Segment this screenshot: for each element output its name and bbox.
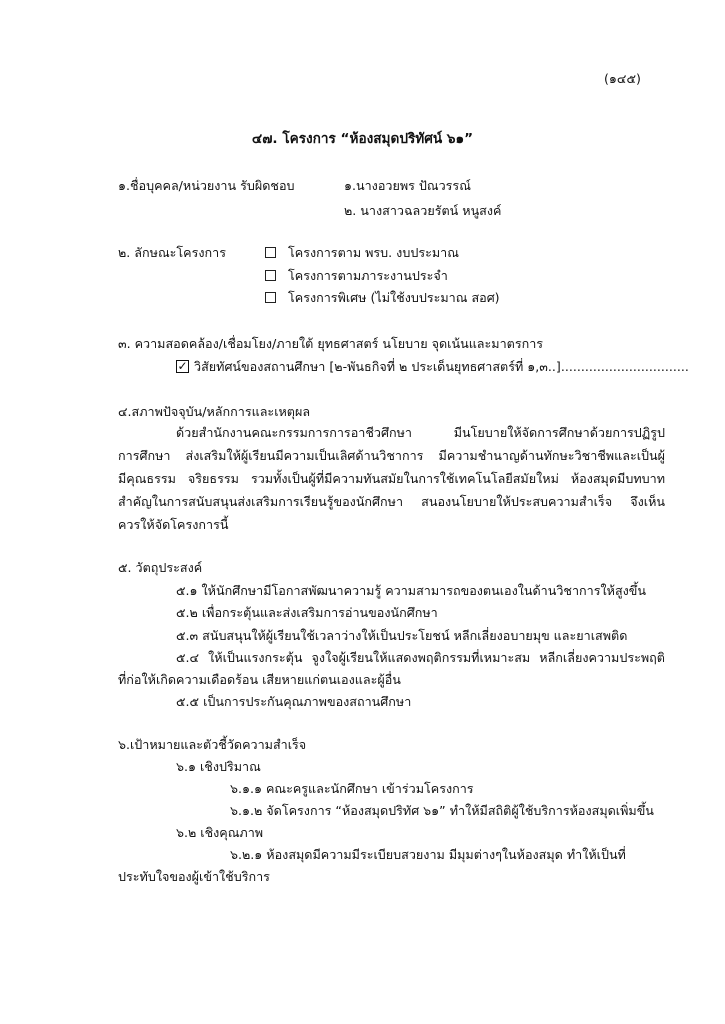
page-title: ๔๗. โครงการ “ห้องสมุดปริทัศน์ ๖๑” [251, 131, 474, 147]
objective-4-line-1: ๕.๔ ให้เป็นแรงกระตุ้น จูงใจผู้เรียนให้แสดงพฤติกรรมที่เหมาะสม หลีกเลี่ยงความประพฤติ [176, 650, 665, 665]
objective-2: ๕.๒ เพื่อกระตุ้นและส่งเสริมการอ่านของนักศึกษา [176, 605, 438, 620]
option-routine: โครงการตามภาระงานประจำ [288, 268, 448, 283]
checkbox-routine[interactable] [265, 270, 276, 281]
rationale-line-2: การศึกษา ส่งเสริมให้ผู้เรียนมีความเป็นเลิศด้านวิชาการ มีความชำนาญด้านทักษะวิชาชีพและเป็นผู้ [118, 448, 665, 463]
alignment-label: ๓. ความสอดคล้อง/เชื่อมโยง/ภายใต้ ยุทธศาสตร์ นโยบาย จุดเน้นและมาตรการ [118, 336, 544, 351]
project-type-label: ๒. ลักษณะโครงการ [118, 245, 226, 260]
option-special: โครงการพิเศษ (ไม่ใช้งบประมาณ สอศ) [288, 290, 500, 305]
rationale-line-1: ด้วยสำนักงานคณะกรรมการการอาชีวศึกษา มีนโยบายให้จัดการศึกษาด้วยการปฏิรูป [176, 425, 665, 440]
quality-goal-1-line-1: ๖.๒.๑ ห้องสมุดมีความมีระเบียบสวยงาม มีมุมต่างๆในห้องสมุด ทำให้เป็นที่ [230, 847, 626, 862]
quantity-label: ๖.๑ เชิงปริมาณ [176, 759, 261, 774]
responsible-label: ๑.ชื่อบุคคล/หน่วยงาน รับผิดชอบ [118, 178, 295, 193]
rationale-line-3: มีคุณธรรม จริยธรรม รวมทั้งเป็นผู้ที่มีความทันสมัยในการใช้เทคโนโลยีสมัยใหม่ ห้องสมุดมีบทบาท [118, 471, 665, 486]
rationale-line-4: สำคัญในการสนับสนุนส่งเสริมการเรียนรู้ของนักศึกษา สนองนโยบายให้ประสบความสำเร็จ จึงเห็น [118, 494, 665, 509]
checkbox-special[interactable] [265, 292, 276, 303]
objective-5: ๕.๕ เป็นการประกันคุณภาพของสถานศึกษา [176, 694, 412, 709]
goals-label: ๖.เป้าหมายและตัวชี้วัดความสำเร็จ [118, 737, 307, 752]
quantity-goal-2: ๖.๑.๒ จัดโครงการ “ห้องสมุดปริทัศ ๖๑” ทำให้มีสถิติผู้ใช้บริการห้องสมุดเพิ่มขึ้น [230, 803, 654, 818]
checkbox-vision-checked[interactable]: ✓ [177, 359, 188, 373]
quantity-goal-1: ๖.๑.๑ คณะครูและนักศึกษา เข้าร่วมโครงการ [230, 781, 474, 796]
responsible-person-2: ๒. นางสาวฉลวยรัตน์ หนูสงค์ [344, 203, 502, 218]
rationale-label: ๔.สภาพปัจจุบัน/หลักการและเหตุผล [118, 404, 311, 419]
objective-1: ๕.๑ ให้นักศึกษามีโอกาสพัฒนาความรู้ ความสามารถของตนเองในด้านวิชาการให้สูงขึ้น [176, 583, 647, 598]
rationale-line-5: ควรให้จัดโครงการนี้ [118, 517, 229, 532]
quality-goal-1-line-2: ประทับใจของผู้เข้าใช้บริการ [118, 869, 270, 884]
responsible-person-1: ๑.นางอวยพร ปัณวรรณ์ [344, 178, 471, 193]
objectives-label: ๕. วัตถุประสงค์ [118, 560, 203, 575]
vision-item: วิสัยทัศน์ของสถานศึกษา [๒-พันธกิจที่ ๒ ประเด็นยุทธศาสตร์ที่ ๑,๓..]................................ [194, 359, 689, 374]
checkbox-budget[interactable] [265, 247, 276, 258]
objective-4-line-2: ที่ก่อให้เกิดความเดือดร้อน เสียหายแก่ตนเองและผู้อื่น [118, 672, 401, 687]
option-budget: โครงการตาม พรบ. งบประมาณ [288, 245, 459, 260]
quality-label: ๖.๒ เชิงคุณภาพ [176, 825, 264, 840]
page-number: (๑๔๕) [604, 71, 641, 86]
objective-3: ๕.๓ สนับสนุนให้ผู้เรียนใช้เวลาว่างให้เป็นประโยชน์ หลีกเลี่ยงอบายมุข และยาเสพติด [176, 628, 628, 643]
